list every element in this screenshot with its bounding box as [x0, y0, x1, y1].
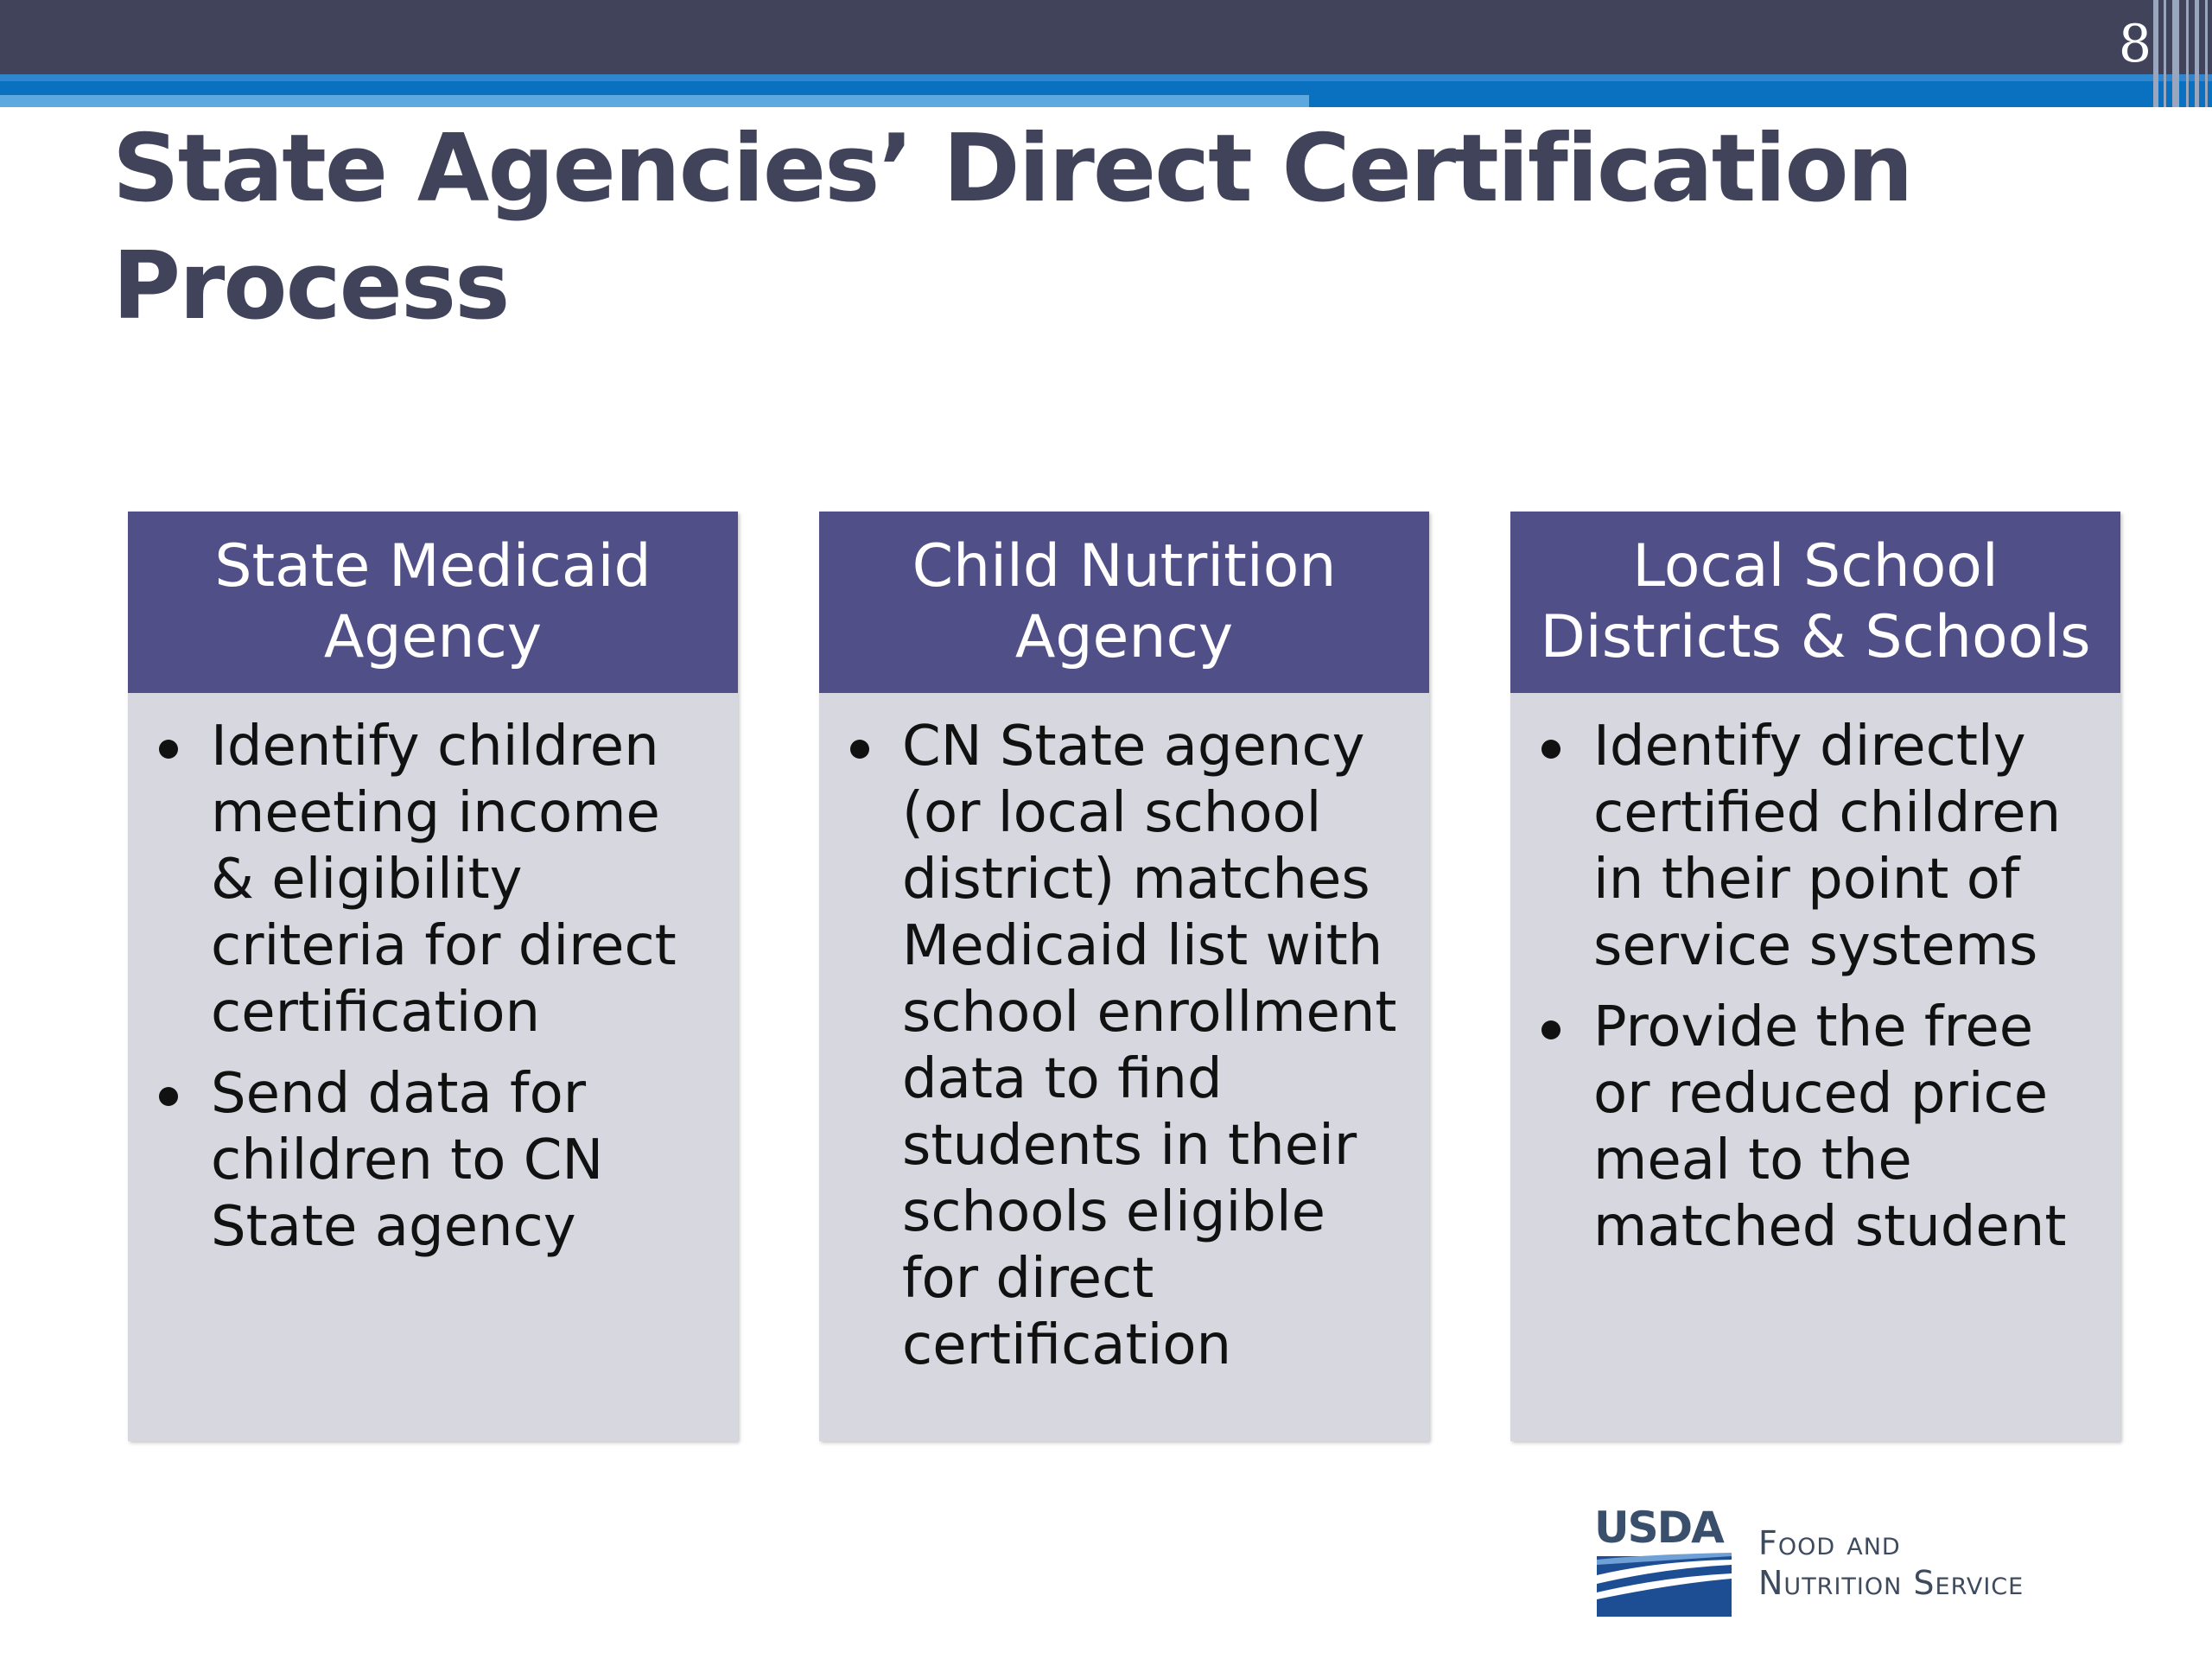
bullet-icon: [1541, 740, 1560, 759]
usda-logo-text: USDA: [1594, 1503, 1723, 1553]
bullet-icon: [159, 740, 178, 759]
bullet-list: [128, 693, 738, 1261]
bullet-text: Identify directly certified children in their point of service systems: [1593, 715, 2062, 978]
bullet-icon: [1541, 1020, 1560, 1039]
usda-swoosh-icon: [1594, 1508, 1732, 1620]
box-header-line: Agency: [323, 603, 543, 671]
bullet-text: Provide the free or reduced price meal to the matched student: [1593, 995, 2067, 1259]
box-header-line: Child Nutrition: [912, 532, 1337, 601]
box-header: [1510, 512, 2120, 693]
accent-stripe-light: [0, 95, 1309, 107]
bullet-item: [128, 1061, 738, 1261]
bullet-list: [819, 693, 1429, 1379]
bullet-icon: [159, 1087, 178, 1106]
fns-logo-text: [1758, 1523, 2024, 1603]
bullet-item: [1510, 995, 2120, 1261]
bullet-item: [128, 714, 738, 1046]
box-header: [819, 512, 1429, 693]
box-header: [128, 512, 738, 693]
usda-logo-mark: [1594, 1503, 1732, 1620]
box-header-line: Districts & Schools: [1540, 603, 2091, 671]
bullet-text: Send data for children to CN State agency: [211, 1062, 604, 1259]
bullet-item: [819, 714, 1429, 1379]
logo-line: Nutrition Service: [1758, 1564, 2024, 1602]
accent-stripe-highlight: [0, 74, 2212, 81]
top-bar: [0, 0, 2212, 74]
box-state-medicaid-agency: [128, 512, 738, 1441]
bullet-text: Identify children meeting income & eligibility criteria for direct certification: [211, 715, 677, 1045]
bullet-list: [1510, 693, 2120, 1261]
box-local-school-districts: [1510, 512, 2120, 1441]
page-number: 8: [2118, 14, 2152, 74]
bullet-text: CN State agency (or local school district) matches Medicaid list with school enrollment data to find students in their schools eligible for direct certification: [902, 715, 1397, 1377]
box-child-nutrition-agency: [819, 512, 1429, 1441]
slide-title: State Agencies’ Direct Certification Process: [112, 115, 1912, 340]
decorative-lines: [2150, 0, 2212, 107]
logo-line: Food and: [1758, 1524, 1901, 1562]
box-header-line: Local School: [1632, 532, 1999, 601]
bullet-icon: [850, 740, 869, 759]
box-header-line: State Medicaid: [214, 532, 652, 601]
usda-fns-logo: [1594, 1503, 2130, 1620]
bullet-item: [1510, 714, 2120, 980]
box-header-line: Agency: [1014, 603, 1234, 671]
